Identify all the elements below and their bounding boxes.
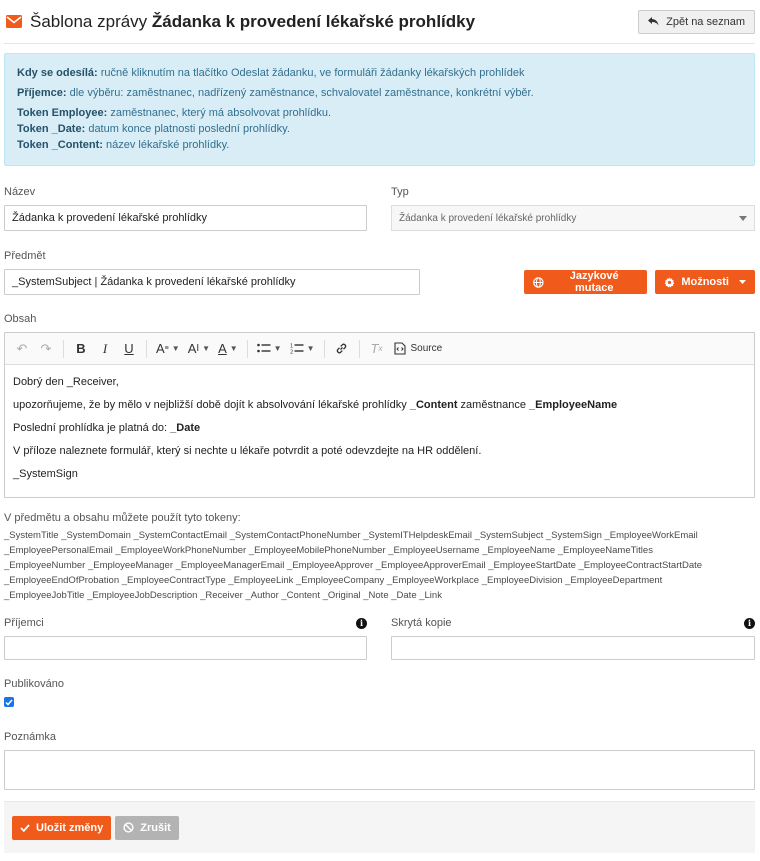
body-paragraph: upozorňujeme, že by mělo v nejbližší době dojít k absolvování lékařské prohlídky _Content zaměstnance _EmployeeName xyxy=(13,399,618,411)
remove-format-icon[interactable]: T x xyxy=(370,341,383,356)
page-header xyxy=(4,0,755,44)
undo-icon[interactable]: ↶ xyxy=(16,340,28,356)
dropdown-caret-icon xyxy=(739,216,747,221)
checkmark-icon xyxy=(5,699,13,706)
name-type-row xyxy=(4,186,755,231)
language-mutations-button[interactable]: Jazykové mutace xyxy=(524,270,647,294)
toolbar-divider xyxy=(247,340,248,358)
save-changes-button[interactable]: Uložit změny xyxy=(12,816,111,840)
rich-text-editor xyxy=(4,332,755,498)
toolbar-divider xyxy=(359,340,360,358)
published-section xyxy=(4,678,755,707)
subject-label: Předmět xyxy=(4,250,46,262)
toolbar-divider xyxy=(146,340,147,358)
tokens-line: _SystemTitle _SystemDomain _SystemContactEmail _SystemContactPhoneNumber _SystemITHelpdeskEmail _SystemSubject _SystemSign _EmployeeWorkEmail xyxy=(4,530,698,541)
editor-content[interactable] xyxy=(5,365,754,497)
info-token-date: Token _Date: datum konce platnosti poslední prohlídky. xyxy=(17,123,290,135)
italic-icon[interactable]: I xyxy=(102,340,108,356)
source-button[interactable]: Source xyxy=(390,337,446,361)
underline-icon[interactable]: U xyxy=(124,341,134,356)
body-paragraph: Poslední prohlídka je platná do: _Date xyxy=(13,422,201,434)
editor-toolbar xyxy=(5,333,754,365)
svg-text:1: 1 xyxy=(289,343,293,350)
note-textarea[interactable] xyxy=(4,750,755,790)
recipients-row xyxy=(4,617,755,660)
redo-icon[interactable]: ↷ xyxy=(40,340,52,356)
toolbar-divider xyxy=(63,340,64,358)
body-section xyxy=(4,313,755,498)
info-icon[interactable]: i xyxy=(744,618,755,629)
reply-arrow-icon xyxy=(648,17,659,26)
body-paragraph: _SystemSign xyxy=(13,468,78,480)
bcc-input[interactable] xyxy=(391,636,755,660)
body-paragraph: Dobrý den _Receiver, xyxy=(13,376,119,388)
note-label: Poznámka xyxy=(4,731,56,743)
tokens-line: _EmployeeNumber _EmployeeManager _EmployeeManagerEmail _EmployeeApprover _EmployeeApproverEmail _EmployeeStartDate _EmployeeContractStartDate xyxy=(4,560,703,571)
tokens-line: _EmployeeJobTitle _EmployeeJobDescription _Receiver _Author _Content _Original _Note _Date _Link xyxy=(4,590,442,601)
subject-input[interactable]: _SystemSubject | Žádanka k provedení lékařské prohlídky xyxy=(4,269,420,295)
recipients-label: Příjemci xyxy=(4,617,44,629)
type-label: Typ xyxy=(391,186,409,198)
source-icon xyxy=(393,342,407,355)
form-footer xyxy=(4,801,755,853)
body-paragraph: V příloze naleznete formulář, který si nechte u lékaře potvrdit a poté odevzdejte na HR oddělení. xyxy=(13,445,482,457)
checkmark-icon xyxy=(20,824,30,832)
name-input[interactable]: Žádanka k provedení lékařské prohlídky xyxy=(4,205,367,231)
bulleted-list-icon[interactable]: ▼ xyxy=(254,337,285,361)
numbered-list-icon[interactable]: 1 2 ▼ xyxy=(289,343,315,354)
type-select: Žádanka k provedení lékařské prohlídky xyxy=(391,205,755,231)
name-label: Název xyxy=(4,186,36,198)
note-section xyxy=(4,731,755,790)
info-token-employee: Token Employee: zaměstnanec, který má absolvovat prohlídku. xyxy=(17,107,332,119)
bold-icon[interactable]: B xyxy=(76,341,86,356)
info-icon[interactable]: i xyxy=(356,618,367,629)
info-recipient: Příjemce: dle výběru: zaměstnanec, nadřízený zaměstnance, schvalovatel zaměstnance, konkrétní výběr. xyxy=(17,87,534,99)
recipients-input[interactable] xyxy=(4,636,367,660)
envelope-icon xyxy=(6,15,22,28)
published-checkbox[interactable] xyxy=(4,697,14,707)
tokens-label: V předmětu a obsahu můžete použít tyto tokeny: xyxy=(4,512,241,524)
info-box xyxy=(4,53,755,166)
toolbar-divider xyxy=(324,340,325,358)
tokens-line: _EmployeeEndOfProbation _EmployeeContractType _EmployeeLink _EmployeeCompany _EmployeeWorkplace _EmployeeDivision _EmployeeDepartment xyxy=(4,575,663,586)
body-label: Obsah xyxy=(4,313,37,325)
gear-icon xyxy=(664,277,675,288)
back-to-list-button[interactable]: Zpět na seznam xyxy=(638,10,755,34)
ban-icon xyxy=(123,822,134,833)
bcc-label: Skrytá kopie xyxy=(391,617,452,629)
font-family-icon[interactable]: A I ▼ xyxy=(187,341,211,356)
tokens-line: _EmployeePersonalEmail _EmployeeWorkPhoneNumber _EmployeeMobilePhoneNumber _EmployeeUsername _EmployeeName _EmployeeNameTitles xyxy=(4,545,653,556)
chevron-down-icon xyxy=(739,280,746,284)
subject-section xyxy=(4,250,755,295)
font-size-icon[interactable]: A ≡ ▼ xyxy=(156,341,180,356)
svg-text:2: 2 xyxy=(289,349,293,354)
page-title: Šablona zprávy Žádanka k provedení lékařské prohlídky xyxy=(30,11,476,31)
font-color-icon[interactable]: A ▼ xyxy=(218,341,238,356)
published-label: Publikováno xyxy=(4,678,64,690)
options-button[interactable]: Možnosti xyxy=(655,270,755,294)
cancel-button[interactable]: Zrušit xyxy=(115,816,179,840)
link-icon[interactable] xyxy=(331,337,353,361)
info-when: Kdy se odesílá: ručně kliknutím na tlačítko Odeslat žádanku, ve formuláři žádanky lékařských prohlídek xyxy=(17,67,525,79)
tokens-list xyxy=(4,528,744,603)
info-token-content: Token _Content: název lékařské prohlídky. xyxy=(17,139,230,151)
globe-icon xyxy=(533,277,544,288)
